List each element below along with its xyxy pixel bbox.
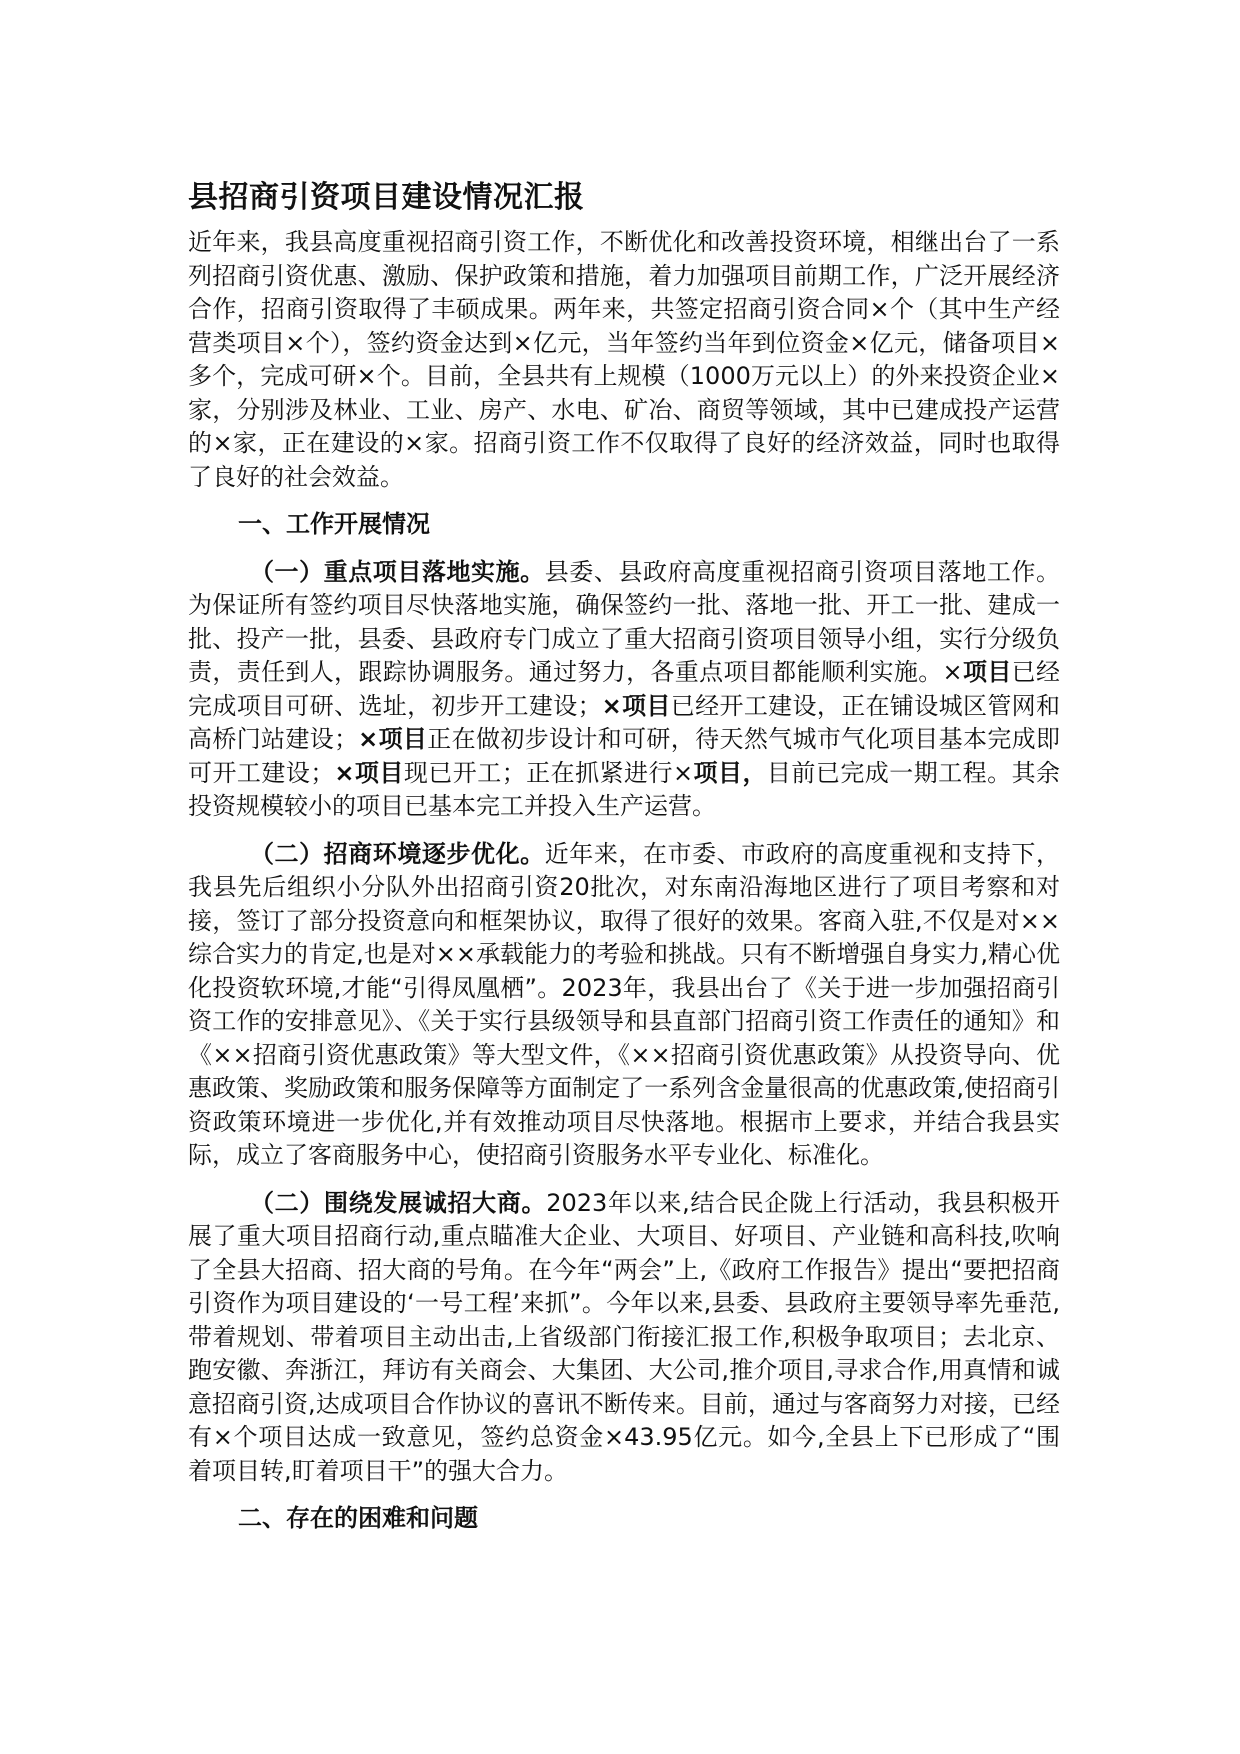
bold-project-label: 项目 [962, 658, 1012, 686]
paragraph-text: 已经开工建设，正在铺设城区管网和高桥门站建设； [188, 691, 1061, 753]
paragraph-text: 正在做初步设计和可研，待天然气城市气化项目基本完成即可开工建设； [188, 725, 1061, 787]
subheading-key-projects: （一）重点项目落地实施。 [250, 557, 545, 586]
paragraph-text: 2023年以来,结合民企陇上行活动，我县积极开展了重大项目招商行动,重点瞄准大企业、大项目、好项目、产业链和高科技,吹响了全县大招商、招大商的号角。在今年“两会”上,《政府工作报告》提出“要把招商引资作为项目建设的‘一号工程’来抓”。今年以来,县委、县政府主要领导率先垂范,带着规划、带着项目主动出击,上省级部门衔接汇报工作,积极争取项目；去北京、跑安徽、奔浙江，拜访有关商会、大集团、大公司,推介项目,寻求合作,用真情和诚意招商引资,达成项目合作协议的喜讯不断传来。目前，通过与客商努力对接，已经有×个项目达成一致意见，签约总资金×43.95亿元。如今,全县上下已形成了“围着项目转,盯着项目干”的强大合力。 [188, 1188, 1060, 1485]
subheading-environment: （二）招商环境逐步优化。 [250, 839, 545, 868]
paragraph-big-investors [188, 1187, 1060, 1489]
section-heading-difficulties: 二、存在的困难和问题 [238, 1504, 478, 1532]
paragraph-text: 现已开工；正在抓紧进行× [403, 758, 694, 787]
document-title: 县招商引资项目建设情况汇报 [188, 180, 585, 215]
intro-paragraph: 近年来，我县高度重视招商引资工作，不断优化和改善投资环境，相继出台了一系列招商引资优惠、激励、保护政策和措施，着力加强项目前期工作，广泛开展经济合作，招商引资取得了丰硕成果。两年来，共签定招商引资合同×个（其中生产经营类项目×个），签约资金达到×亿元，当年签约当年到位资金×亿元，储备项目×多个，完成可研×个。目前，全县共有上规模（1000万元以上）的外来投资企业×家，分别涉及林业、工业、房产、水电、矿冶、商贸等领域，其中已建成投产运营的×家，正在建设的×家。招商引资工作不仅取得了良好的经济效益，同时也取得了良好的社会效益。 [188, 228, 1060, 491]
paragraph-environment [188, 838, 1060, 1173]
bold-project-label: ×项目 [358, 725, 428, 753]
bold-project-label: ×项目 [601, 691, 671, 720]
paragraph-text: 近年来，在市委、市政府的高度重视和支持下，我县先后组织小分队外出招商引资20批次，对东南沿海地区进行了项目考察和对接，签订了部分投资意向和框架协议，取得了很好的效果。客商入驻,不仅是对××综合实力的肯定,也是对××承载能力的考验和挑战。只有不断增强自身实力,精心优化投资软环境,才能“引得凤凰栖”。2023年，我县出台了《关于进一步加强招商引资工作的安排意见》、《关于实行县级领导和县直部门招商引资工作责任的通知》和《××招商引资优惠政策》等大型文件，《××招商引资优惠政策》从投资导向、优惠政策、奖励政策和服务保障等方面制定了一系列含金量很高的优惠政策,使招商引资政策环境进一步优化,并有效推动项目尽快落地。根据市上要求，并结合我县实际，成立了客商服务中心，使招商引资服务水平专业化、标准化。 [188, 839, 1060, 1169]
paragraph-text: 目前已完成一期工程。其余投资规模较小的项目已基本完工并投入生产运营。 [188, 758, 1061, 820]
paragraph-text: 县委、县政府高度重视招商引资项目落地工作。为保证所有签约项目尽快落地实施，确保签约一批、落地一批、开工一批、建成一批、投产一批，县委、县政府专门成立了重大招商引资项目领导小组，实行分级负责，责任到人，跟踪协调服务。通过努力，各重点项目都能顺利实施。× [188, 557, 1060, 686]
section-heading-work-progress: 一、工作开展情况 [238, 510, 430, 538]
document-page [188, 178, 1060, 1536]
subheading-big-investors: （二）围绕发展诚招大商。 [250, 1188, 547, 1217]
bold-project-label: ×项目 [334, 758, 404, 787]
bold-project-label: 项目， [693, 758, 767, 787]
paragraph-key-projects [188, 556, 1060, 824]
paragraph-text: 已经完成项目可研、选址，初步开工建设； [188, 658, 1061, 720]
